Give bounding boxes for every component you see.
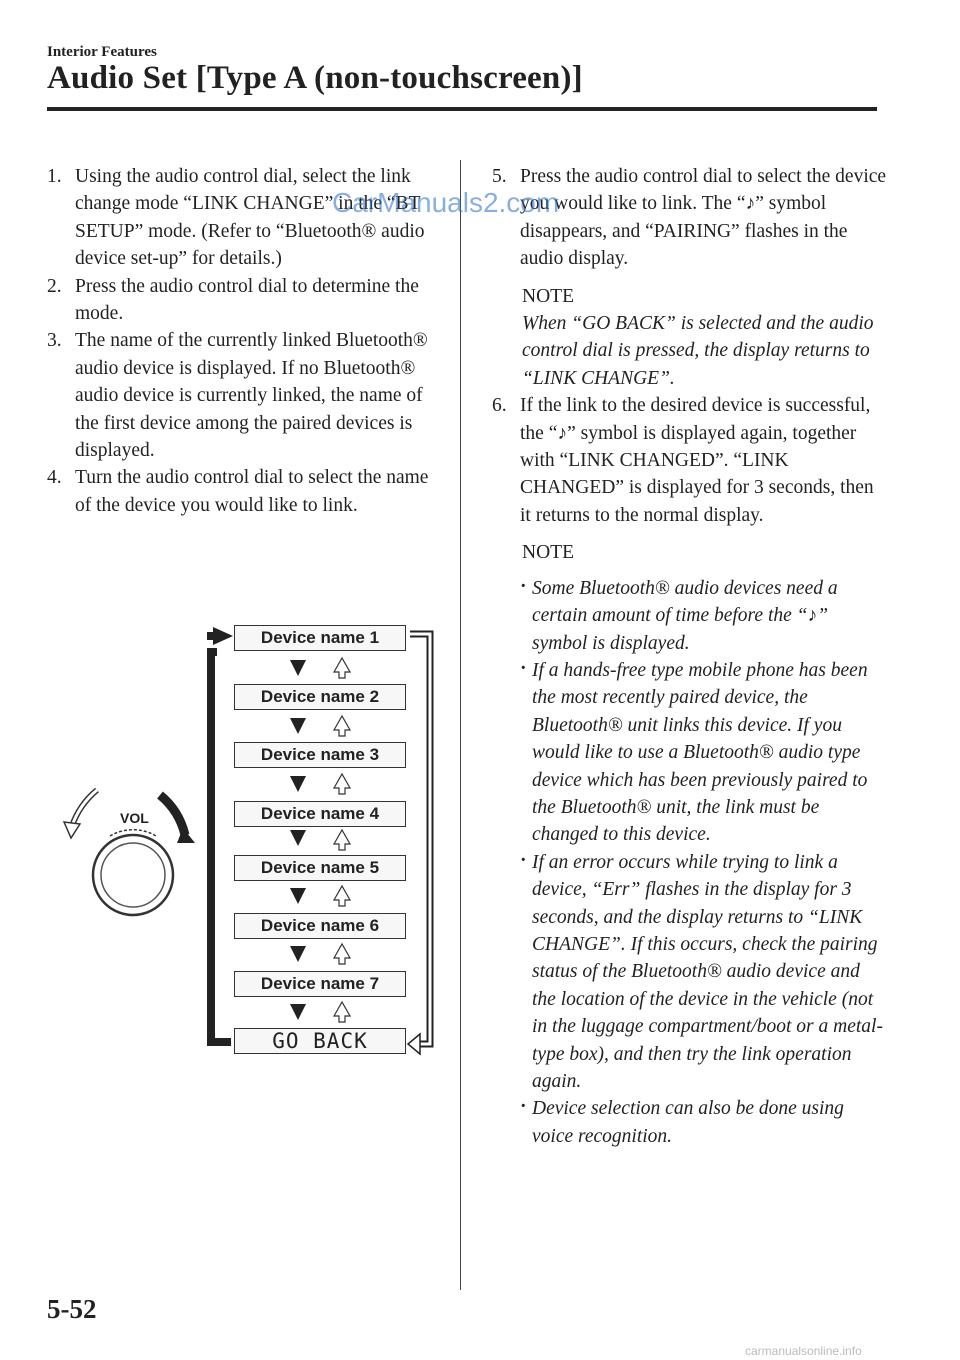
step-text: Press the audio control dial to determine the mode. [75,275,419,325]
device-box-6: Device name 6 [234,913,406,939]
note-text: When “GO BACK” is selected and the audio control dial is pressed, the display returns to “LINK CHANGE”. [522,313,874,389]
step-arrows [290,658,350,1022]
step-number: 6. [492,395,507,417]
device-box-3: Device name 3 [234,742,406,768]
music-note-icon: ♪ [745,193,756,215]
right-column [492,163,887,1150]
step-text-part: Press the audio control dial to select the device you would like to link. The “ [520,166,887,215]
device-box-2: Device name 2 [234,684,406,710]
step-number: 4. [47,467,62,489]
note-bullet: · Device selection can also be done using voice recognition. [522,1095,887,1150]
step-text: Turn the audio control dial to select the name of the device you would like to link. [75,467,429,516]
note-1 [492,283,887,393]
note-title: NOTE [522,542,574,564]
step-text-part: ” symbol is displayed again, together with “LINK CHANGED”. “LINK CHANGED” is displayed for 3 seconds, then it returns to the normal display. [520,422,874,526]
forward-bracket [207,627,233,1046]
note-title: NOTE [522,285,574,307]
bullet-text-part: ” symbol is displayed. [532,605,829,654]
device-box-1: Device name 1 [234,625,406,651]
vol-label: VOL [120,810,149,826]
note-bullet: · If an error occurs while trying to link a device, “Err” flashes in the display for 3 seconds, and the display returns to “LINK CHANGE”. If this occurs, check the pairing status of the Bluetooth® audio device and the location of the device in the vehicle (not in the luggage compartment/boot or a metal-type box), and then try the link operation again. [522,849,887,1096]
step-text-part: ” symbol disappears, and “PAIRING” flashes in the audio display. [520,193,848,270]
watermark: CarManuals2.com [332,187,560,218]
step-2 [47,273,447,328]
step-number: 3. [47,330,62,352]
step-text: The name of the currently linked Bluetooth® audio device is displayed. If no Bluetooth® audio device is currently linked, the name of the first device among the paired devices is displayed. [75,330,428,462]
step-text [520,163,887,273]
step-text-part: If the link to the desired device is successful, the “ [520,395,871,444]
column-divider [460,160,461,1290]
device-box-4: Device name 4 [234,801,406,827]
device-box-7: Device name 7 [234,971,406,997]
step-number: 2. [47,275,62,297]
site-watermark: carmanualsonline.info [745,1344,862,1358]
note-bullets [492,575,887,1151]
note-2 [492,539,887,566]
device-box-5: Device name 5 [234,855,406,881]
section-label: Interior Features [47,44,157,60]
step-3 [47,327,447,464]
music-note-icon: ♪ [557,422,568,444]
step-number: 5. [492,166,507,187]
page-number: 5-52 [47,1294,97,1324]
step-number: 1. [47,166,62,187]
note-bullet: · If a hands-free type mobile phone has been the most recently paired device, the Bluetooth® unit links this device. If you would like to use a Bluetooth® audio type device which has been previously paired to the Bluetooth® unit, the link must be changed to this device. [522,657,887,849]
note-bullet [522,575,887,657]
page-title: Audio Set [Type A (non-touchscreen)] [47,60,583,96]
step-6 [492,392,887,529]
vol-knob [64,790,195,915]
step-text [520,392,887,529]
step-4 [47,464,447,519]
go-back-box: GO BACK [234,1028,406,1054]
step-text: Using the audio control dial, select the link change mode “LINK CHANGE” in the “BT SETUP” mode. (Refer to “Bluetooth® audio device set-up” for details.) [75,166,425,270]
title-rule [47,107,877,111]
music-note-icon: ♪ [807,605,818,627]
bullet-text-part: Some Bluetooth® audio devices need a certain amount of time before the “ [532,577,838,627]
backward-bracket [408,634,430,1054]
